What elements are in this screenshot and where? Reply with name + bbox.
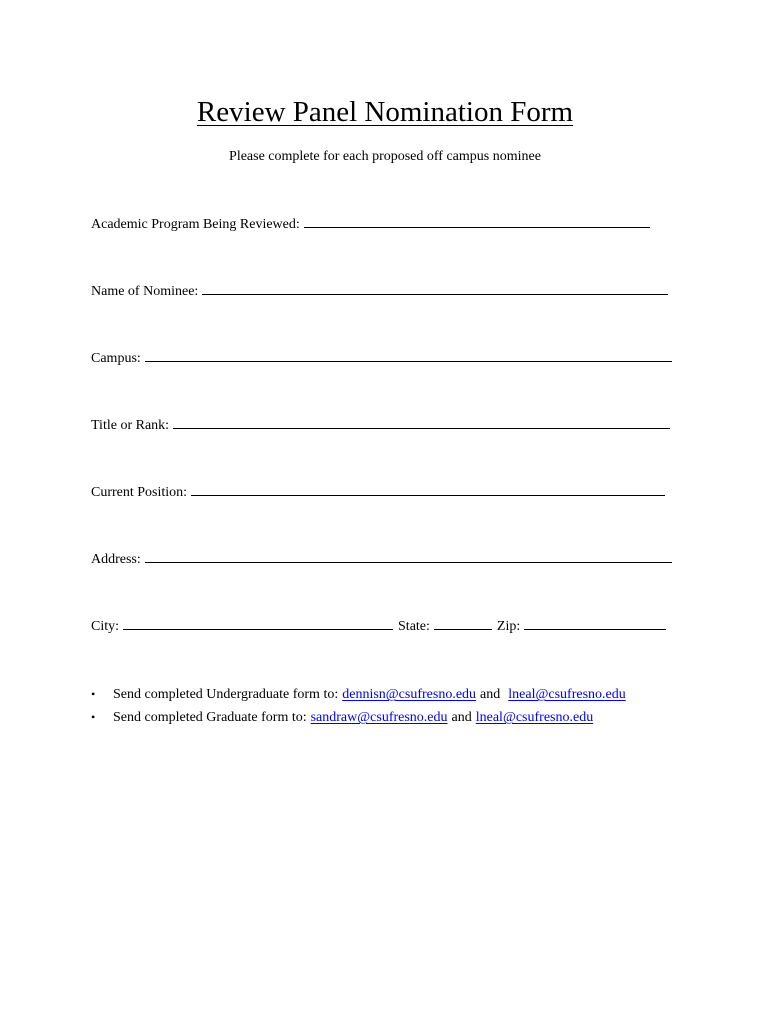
city-label: City: xyxy=(91,619,120,634)
program-field xyxy=(91,215,650,234)
list-item-undergraduate xyxy=(91,683,626,706)
title-rank-field xyxy=(91,416,670,435)
state-blank[interactable] xyxy=(434,617,492,630)
position-field xyxy=(91,483,665,502)
graduate-instruction-text: Send completed Graduate form to: xyxy=(113,710,307,725)
position-label: Current Position: xyxy=(91,485,188,500)
address-label: Address: xyxy=(91,552,141,567)
address-field xyxy=(91,550,672,569)
bullet-icon: • xyxy=(91,710,96,724)
title-rank-blank[interactable] xyxy=(173,416,670,429)
zip-label: Zip: xyxy=(496,619,521,634)
email-link-lneal[interactable]: lneal@csufresno.edu xyxy=(508,687,626,702)
instructions-list xyxy=(91,683,626,729)
position-blank[interactable] xyxy=(191,483,665,496)
title-rank-label: Title or Rank: xyxy=(91,418,170,433)
email-link-lneal[interactable]: lneal@csufresno.edu xyxy=(475,710,594,725)
campus-blank[interactable] xyxy=(145,349,672,362)
program-blank[interactable] xyxy=(304,215,650,228)
program-label: Academic Program Being Reviewed: xyxy=(91,217,300,232)
form-title: Review Panel Nomination Form xyxy=(196,96,574,128)
email-link-dennisn[interactable]: dennisn@csufresno.edu xyxy=(342,687,477,702)
undergraduate-instruction-text: Send completed Undergraduate form to: xyxy=(113,687,339,702)
conjunction-text: and xyxy=(480,687,501,702)
conjunction-text: and xyxy=(451,710,472,725)
city-blank[interactable] xyxy=(123,617,393,630)
nominee-blank[interactable] xyxy=(202,282,668,295)
nominee-field xyxy=(91,282,668,301)
address-blank[interactable] xyxy=(145,550,672,563)
zip-blank[interactable] xyxy=(524,617,666,630)
list-item-graduate xyxy=(91,706,626,729)
bullet-icon: • xyxy=(91,687,96,701)
campus-label: Campus: xyxy=(91,351,141,366)
campus-field xyxy=(91,349,672,368)
nominee-label: Name of Nominee: xyxy=(91,284,199,299)
state-label: State: xyxy=(398,619,430,634)
city-state-zip-row xyxy=(91,617,666,636)
form-subtitle: Please complete for each proposed off campus nominee xyxy=(229,149,541,164)
email-link-sandraw[interactable]: sandraw@csufresno.edu xyxy=(310,710,448,725)
